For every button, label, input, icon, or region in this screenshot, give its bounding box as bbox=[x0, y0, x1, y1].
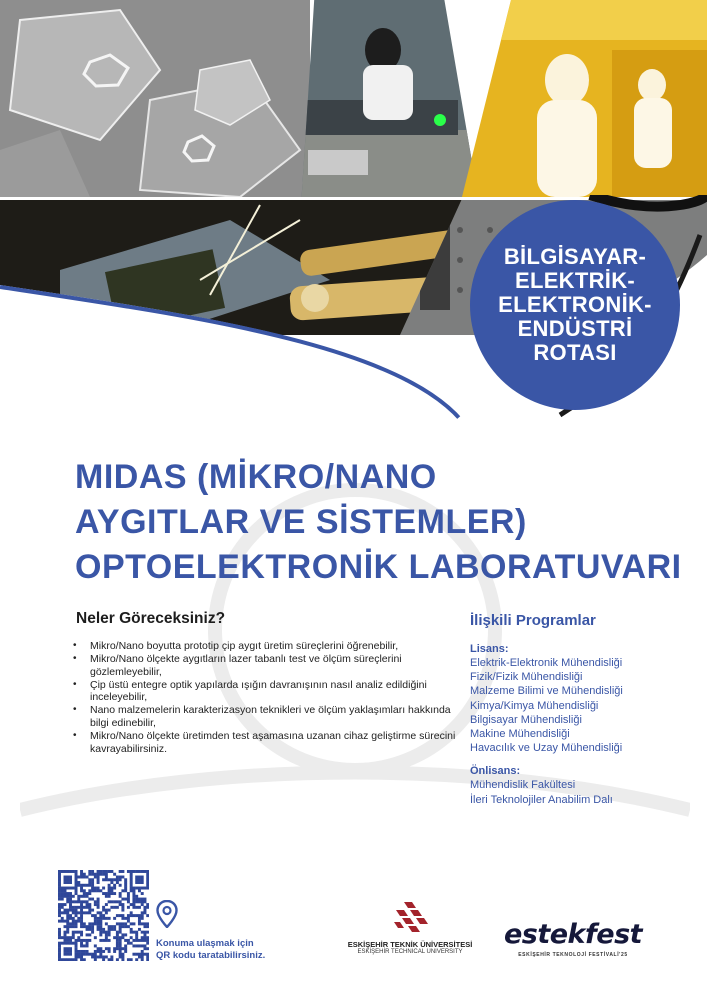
list-item: • Çip üstü entegre optik yapılarda ışığın davranışının nasıl analiz edildiğini inceleyebilir, bbox=[76, 679, 456, 704]
university-name-en: ESKİŞEHİR TECHNICAL UNIVERSITY bbox=[357, 949, 463, 955]
program-item: Malzeme Bilimi ve Mühendisliği bbox=[470, 685, 623, 698]
program-item: Kimya/Kimya Mühendisliği bbox=[470, 699, 599, 712]
related-programs-section bbox=[470, 612, 700, 807]
route-line-2: ELEKTRİK- bbox=[514, 268, 636, 293]
program-item: Elektrik-Elektronik Mühendisliği bbox=[470, 657, 623, 669]
route-line-1: BİLGİSAYAR- bbox=[503, 244, 647, 269]
lisans-label: Lisans: bbox=[470, 643, 509, 655]
route-line-4: ENDÜSTRİ bbox=[517, 316, 633, 341]
location-qr-code[interactable] bbox=[58, 870, 149, 961]
route-line-5: ROTASI bbox=[533, 340, 617, 365]
route-badge bbox=[470, 200, 680, 410]
festival-logo-block bbox=[488, 920, 658, 958]
list-item: • Mikro/Nano ölçekte üretimden test aşamasına uzanan cihaz geliştirme sürecini kavrayabilirsiniz. bbox=[76, 730, 456, 755]
qr-caption-line-2: QR kodu taratabilirsiniz. bbox=[156, 950, 266, 961]
map-pin-icon bbox=[156, 900, 178, 928]
page-title bbox=[75, 455, 695, 590]
route-line-3: ELEKTRONİK- bbox=[498, 292, 652, 317]
festival-tagline: ESKİŞEHİR TEKNOLOJİ FESTİVALİ'25 bbox=[518, 952, 628, 958]
festival-logo: estekfest bbox=[503, 919, 643, 950]
what-you-see-heading: Neler Göreceksiniz? bbox=[76, 610, 226, 627]
cleanroom-photo bbox=[462, 0, 707, 197]
list-item: • Nano malzemelerin karakterizasyon teknikleri ve ölçüm yaklaşımları hakkında bilgi edinebilir, bbox=[76, 704, 456, 729]
university-name-tr: ESKİŞEHİR TEKNİK ÜNİVERSİTESİ bbox=[347, 940, 473, 949]
program-item: İleri Teknolojiler Anabilim Dalı bbox=[470, 793, 613, 806]
title-line-2: AYGITLAR VE SİSTEMLER) bbox=[75, 503, 527, 541]
title-line-1: MIDAS (MİKRO/NANO bbox=[75, 458, 437, 496]
list-item: • Mikro/Nano ölçekte aygıtların lazer tabanlı test ve ölçüm süreçlerini gözlemleyebilir, bbox=[76, 653, 456, 678]
program-item: Fizik/Fizik Mühendisliği bbox=[470, 671, 583, 684]
program-item: Bilgisayar Mühendisliği bbox=[470, 713, 582, 726]
what-you-see-section bbox=[76, 610, 456, 756]
crystal-micrograph-photo bbox=[0, 0, 310, 197]
what-you-see-list bbox=[76, 640, 456, 755]
onlisans-label: Önlisans: bbox=[470, 765, 521, 778]
qr-caption bbox=[156, 938, 265, 962]
university-logo bbox=[390, 900, 430, 938]
program-item: Mühendislik Fakültesi bbox=[470, 779, 576, 792]
university-logo-block bbox=[335, 900, 485, 955]
program-item: Havacılık ve Uzay Mühendisliği bbox=[470, 742, 623, 755]
qr-caption-line-1: Konuma ulaşmak için bbox=[156, 938, 254, 949]
title-line-3: OPTOELEKTRONİK LABORATUVARI bbox=[75, 548, 682, 586]
list-item: • Mikro/Nano boyutta prototip çip aygıt üretim süreçlerini öğrenebilir, bbox=[76, 640, 456, 653]
related-programs-heading: İlişkili Programlar bbox=[470, 612, 596, 629]
program-item: Makine Mühendisliği bbox=[470, 728, 570, 741]
